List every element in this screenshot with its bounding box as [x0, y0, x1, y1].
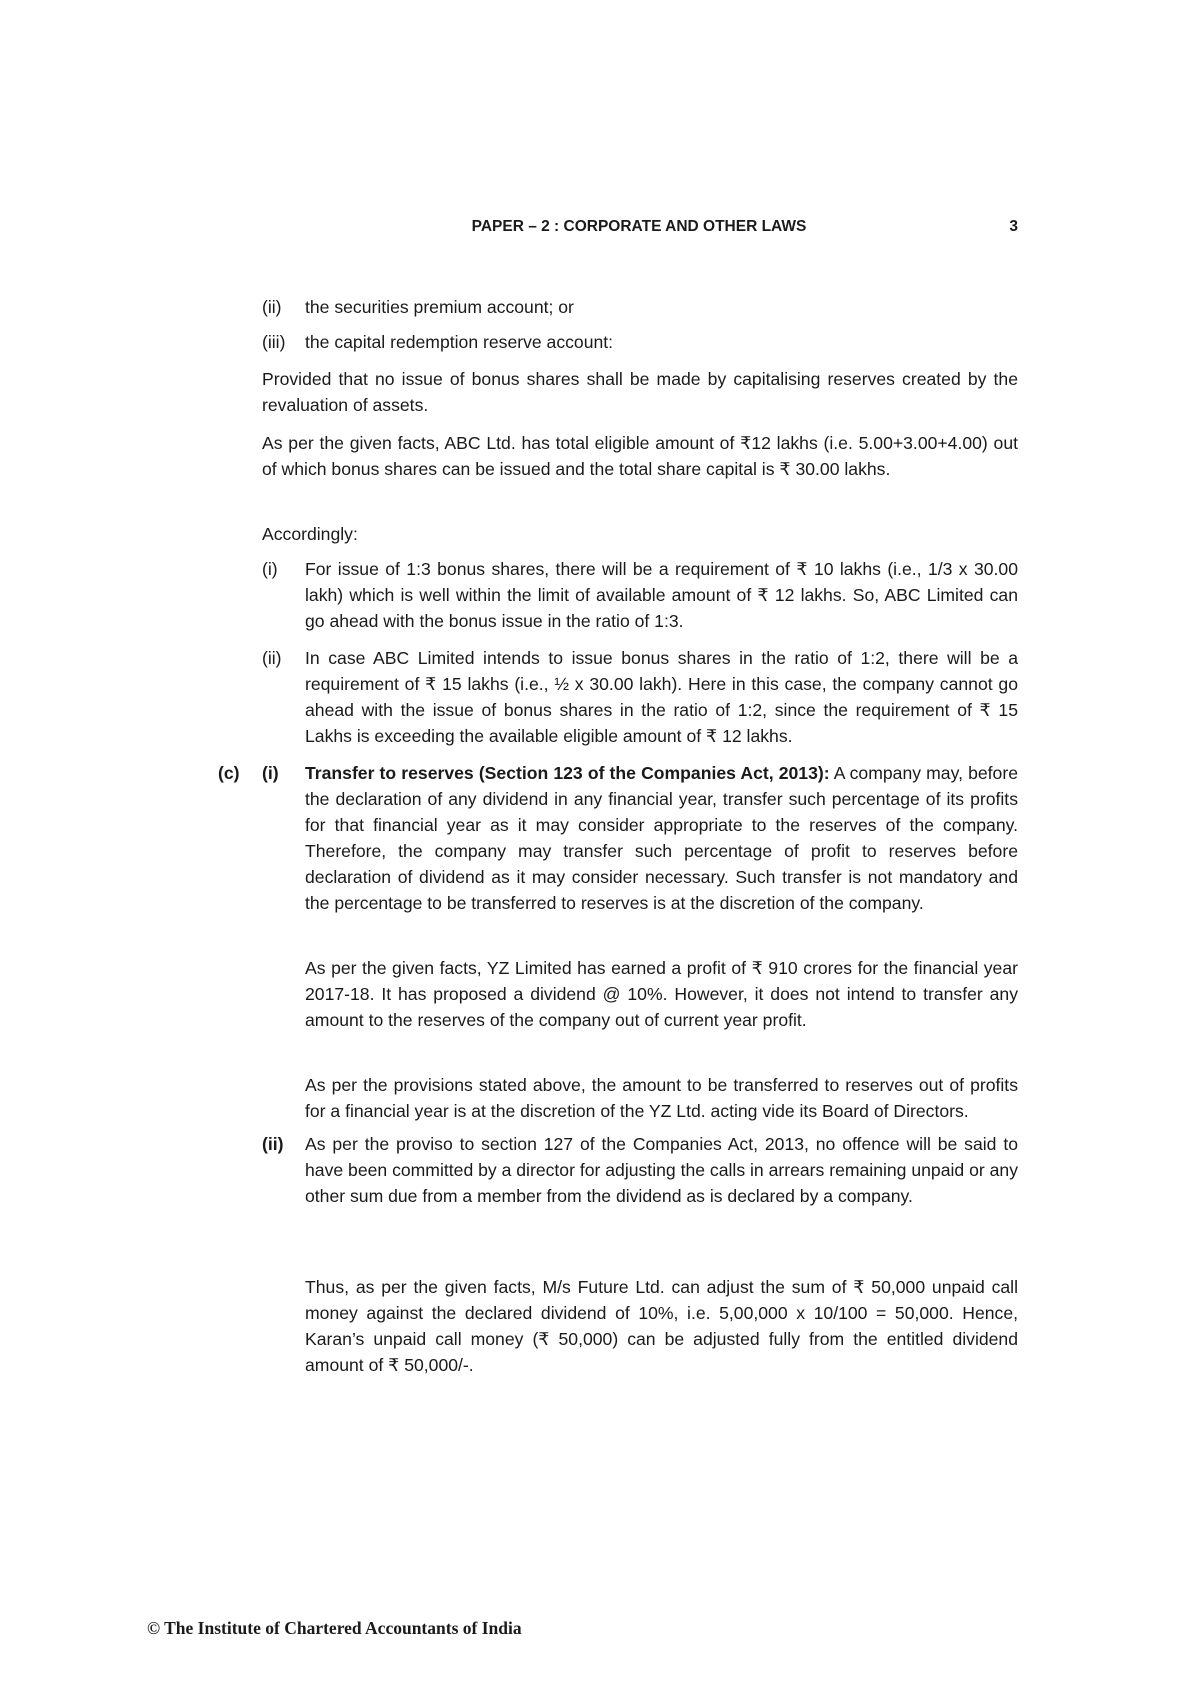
future-ltd-paragraph: Thus, as per the given facts, M/s Future Ltd. can adjust the sum of ₹ 50,000 unpaid call money against the declared dividend of 10%, i.e. 5,00,000 x 10/100 = 50,000. Hence, Karan’s unpaid call money (₹ 50,000) can be adjusted fully from the entitled dividend amount of ₹ 50,000/-. [305, 1277, 1018, 1375]
list-number: (ii) [262, 297, 282, 317]
yz-facts-paragraph: As per the given facts, YZ Limited has earned a profit of ₹ 910 crores for the financial year 2017-18. It has proposed a dividend @ 10%. However, it does not intend to transfer any amount to the reserves of the company out of current year profit. [305, 958, 1018, 1030]
list-number: (ii) [262, 648, 282, 668]
proviso-paragraph: Provided that no issue of bonus shares shall be made by capitalising reserves created by the revaluation of assets. [262, 369, 1018, 415]
list-text: In case ABC Limited intends to issue bonus shares in the ratio of 1:2, there will be a requirement of ₹ 15 lakhs (i.e., ½ x 30.00 lakh). Here in this case, the company cannot go ahead with the issue of bonus shares in the ratio of 1:2, since the requirement of ₹ 15 Lakhs is exceeding the available eligible amount of ₹ 12 lakhs. [305, 648, 1018, 746]
page-number: 3 [1009, 218, 1018, 235]
section-c-part-i [218, 760, 1018, 942]
section-body: A company may, before the declaration of any dividend in any financial year, transfer such percentage of its profits for that financial year as it may consider appropriate to the reserves of the company. Therefore, the company may transfer such percentage of profit to reserves before declaration of dividend as it may consider necessary. Such transfer is not mandatory and the percentage to be transferred to reserves is at the discretion of the company. [305, 763, 1018, 913]
list-number: (iii) [262, 332, 286, 352]
section-text [305, 760, 1018, 916]
list-text: the capital redemption reserve account: [305, 332, 614, 352]
accordingly-paragraph: Accordingly: [262, 524, 358, 544]
list-number: (i) [262, 559, 278, 579]
list-text: For issue of 1:3 bonus shares, there will be a requirement of ₹ 10 lakhs (i.e., 1/3 x 30.00 lakh) which is well within the limit of available amount of ₹ 12 lakhs. So, ABC Limited can go ahead with the bonus issue in the ratio of 1:3. [305, 559, 1018, 631]
section-number: (ii) [262, 1134, 284, 1154]
section-body: As per the proviso to section 127 of the Companies Act, 2013, no offence will be said to have been committed by a director for adjusting the calls in arrears remaining unpaid or any other sum due from a member from the dividend as is declared by a company. [305, 1134, 1018, 1206]
provisions-paragraph: As per the provisions stated above, the amount to be transferred to reserves out of profits for a financial year is at the discretion of the YZ Ltd. acting vide its Board of Directors. [305, 1075, 1018, 1121]
list-item [262, 645, 1018, 749]
list-text: the securities premium account; or [305, 297, 574, 317]
copyright-footer: © The Institute of Chartered Accountants of India [147, 1618, 522, 1638]
paper-title: PAPER – 2 : CORPORATE AND OTHER LAWS [471, 218, 807, 235]
page-header [260, 218, 1018, 240]
section-label: (c) [218, 763, 240, 783]
section-c-part-ii [262, 1131, 1018, 1235]
section-heading: Transfer to reserves (Section 123 of the Companies Act, 2013): [305, 763, 830, 783]
list-item [262, 556, 1018, 634]
facts-paragraph: As per the given facts, ABC Ltd. has total eligible amount of ₹12 lakhs (i.e. 5.00+3.00+4.00) out of which bonus shares can be issued and the total share capital is ₹ 30.00 lakhs. [262, 433, 1018, 479]
section-number: (i) [262, 763, 279, 783]
